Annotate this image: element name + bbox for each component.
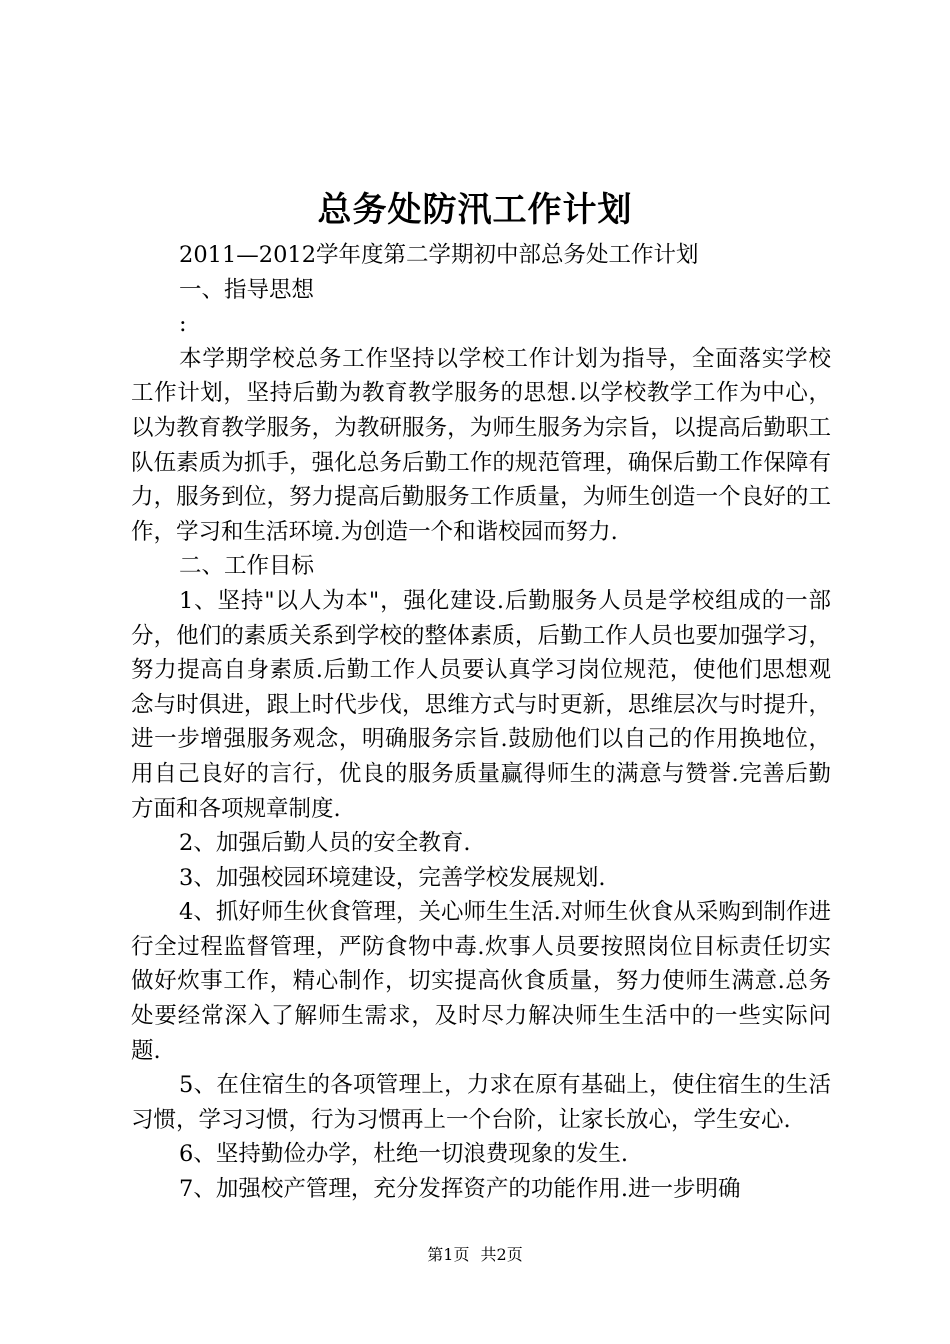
page-number-current: 第1页	[427, 1245, 470, 1264]
subtitle-paragraph: 2011—2012学年度第二学期初中部总务处工作计划	[179, 242, 699, 268]
body-paragraph: 7、加强校产管理，充分发挥资产的功能作用.进一步明确	[179, 1176, 741, 1203]
page-footer	[0, 1244, 950, 1266]
body-paragraph: 5、在住宿生的各项管理上，力求在原有基础上，使住宿生的生活习惯，学习习惯，行为习惯再上一个台阶，让家长放心，学生安心.	[131, 1072, 831, 1133]
body-paragraph: 3、加强校园环境建设，完善学校发展规划.	[179, 864, 606, 891]
section-heading-guiding-thought: 一、指导思想	[179, 276, 315, 303]
body-paragraph: 2、加强后勤人员的安全教育.	[179, 830, 471, 857]
body-paragraph: 4、抓好师生伙食管理，关心师生生活.对师生伙食从采购到制作进行全过程监督管理，严防食物中毒.炊事人员要按照岗位目标责任切实做好炊事工作，精心制作，切实提高伙食质量，努力使师生满意.总务处要经常深入了解师生需求，及时尽力解决师生生活中的一些实际问题.	[131, 899, 831, 1064]
body-paragraph: 6、坚持勤俭办学，杜绝一切浪费现象的发生.	[179, 1141, 628, 1168]
body-paragraph: 本学期学校总务工作坚持以学校工作计划为指导，全面落实学校工作计划，坚持后勤为教育教学服务的思想.以学校教学工作为中心，以为教育教学服务，为教研服务，为师生服务为宗旨，以提高后勤职工队伍素质为抓手，强化总务后勤工作的规范管理，确保后勤工作保障有力，服务到位，努力提高后勤服务工作质量，为师生创造一个良好的工作，学习和生活环境.为创造一个和谐校园而努力.	[131, 345, 831, 545]
document-title: 总务处防汛工作计划	[317, 190, 633, 230]
document-body	[131, 238, 831, 1207]
colon-line: :	[179, 311, 187, 338]
page-number-total: 共2页	[480, 1245, 523, 1264]
section-heading-work-goals: 二、工作目标	[179, 553, 315, 580]
body-paragraph: 1、坚持"以人为本"，强化建设.后勤服务人员是学校组成的一部分，他们的素质关系到学校的整体素质，后勤工作人员也要加强学习，努力提高自身素质.后勤工作人员要认真学习岗位规范，使他们思想观念与时俱进，跟上时代步伐，思维方式与时更新，思维层次与时提升，进一步增强服务观念，明确服务宗旨.鼓励他们以自己的作用换地位，用自己良好的言行，优良的服务质量赢得师生的满意与赞誉.完善后勤方面和各项规章制度.	[131, 587, 831, 822]
